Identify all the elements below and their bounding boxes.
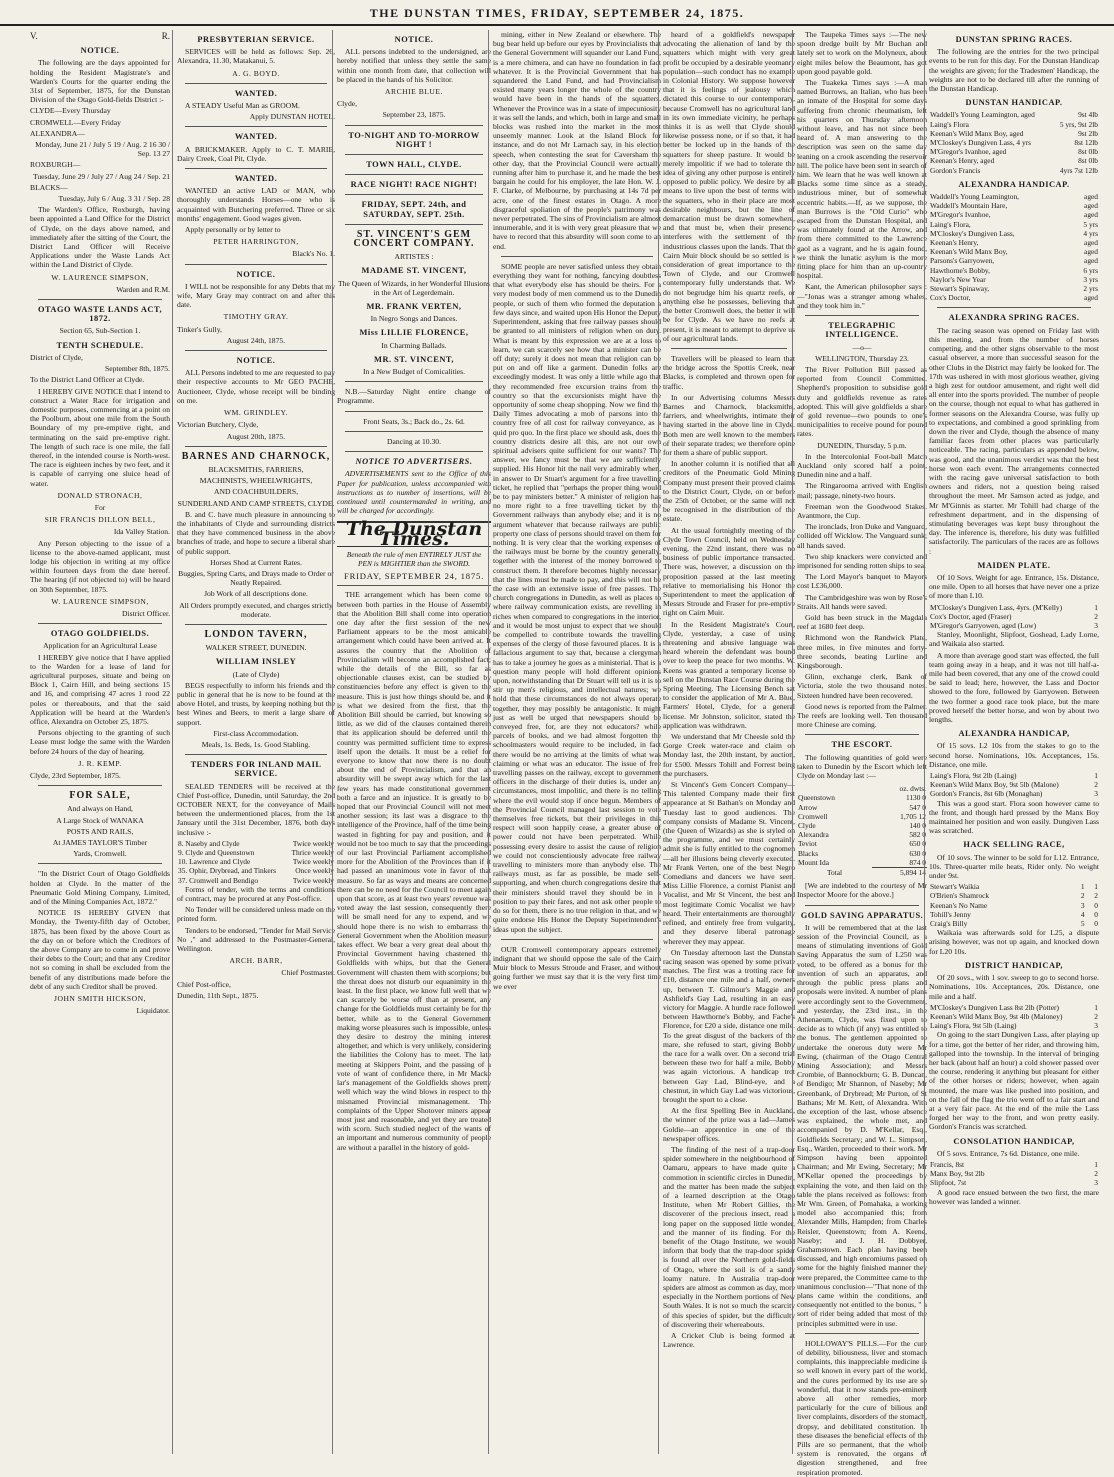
races-heading: DUNSTAN SPRING RACES. xyxy=(955,35,1073,44)
cromwell-court: CROMWELL—Every Friday xyxy=(30,117,121,127)
district-date: September 8th, 1875. xyxy=(105,364,170,374)
wanted-body: WANTED an active LAD or MAN, who thoroughly understands Horses—one who is acquainted with Butchering preferred. Three or six months' engagement. Good wages given. xyxy=(177,186,335,223)
news-item: At the first Spelling Bee in Auckland, the winner of the prize was a lad—James Goldie—an apprentice in one of the newspaper offices. xyxy=(663,1106,795,1143)
table-row: Teviot 650 0 xyxy=(798,839,926,849)
column-6 xyxy=(792,30,931,1477)
telegraphic-heading: TELEGRAPHIC INTELLIGENCE. xyxy=(825,321,899,340)
signature-title: Liquidator. xyxy=(136,1006,170,1016)
act-heading: OTAGO WASTE LANDS ACT, 1872. xyxy=(37,305,163,324)
trade-address: SUNDERLAND AND CAMP STREETS, CLYDE. xyxy=(177,498,335,508)
tender-endorse: Tenders to be endorsed, "Tender for Mail Service No ," and addressed to the Postmaster-General, Wellington. xyxy=(177,925,335,954)
alexandra-court: ALEXANDRA— xyxy=(30,128,85,138)
table-row: Arrow 547 0 xyxy=(798,802,926,812)
signature-place: Black's No. 1. xyxy=(292,249,335,259)
column-5 xyxy=(658,30,799,1454)
telegraph-item: Glinn, exchange clerk, Bank of Victoria, stole the two thousand notes. Sixteen hundred have been recovered. xyxy=(797,672,927,700)
editorial-dateline: FRIDAY, SEPTEMBER 24, 1875. xyxy=(337,572,491,586)
race-conditions: Of 5 sovs. Entrance, 7s 6d. Distance, one mile. xyxy=(937,1148,1080,1158)
signature: PETER HARRINGTON, xyxy=(213,237,299,247)
handicap-table xyxy=(929,110,1099,174)
news-item: The finding of the nest of a trap-door spider somewhere in the neighbourhood of Oamaru, appears to have made quite a commotion in scientific circles in Dunedin, and the matter has been made the subject of a learned description at the Otago Institute, when Mr Robert Gillies, the discoverer of the precious insect, read a long paper on the supposed little wonder, and the manner of its finding. For the benefit of the Otago Institute, we would inform that body that the trap-door spider is found all over the Northern gold-fields of Otago, where the soil is of a sandy loamy nature. In Australia trap-door spiders are almost as common as day, more especially in the Northern portions of New South Wales. It is not so much the scarcity of this species of spider, but the difficulty of discovering their whereabouts. xyxy=(663,1144,795,1329)
wanted-body: A STEADY Useful Man as GROOM. xyxy=(185,101,300,111)
table-row: Keenan's Wild Manx Boy, 9st 4lb (Maloney) 2 xyxy=(930,1011,1098,1021)
table-row: Stewart's Spinaway, 2 yrs xyxy=(930,284,1098,294)
table-row: Laing's Flora, 9st 2lb (Laing) 1 xyxy=(930,771,1098,781)
column-3 xyxy=(332,30,495,1454)
concert-heading: ST. VINCENT'S GEM CONCERT COMPANY. xyxy=(353,228,475,250)
table-row: 35. Ophir, Drybread, and Tinkers Once weekly xyxy=(178,866,334,876)
for-sale-line: At JAMES TAYLOR'S Timber xyxy=(52,838,148,848)
news-item: A Cricket Club is being formed at Lawrence. xyxy=(663,1331,795,1350)
signature-place: Chief Post-office, xyxy=(177,979,231,989)
news-item: On Tuesday afternoon last the Dunstan racing season was opened by some private matches. The first was a trotting race for £10, distance one mile and a half, owners up, between T. Gilmour's Maggie and Ashfield's Gay Lad, resulting in an easy victory for Maggie. A hurdle race followed between Hawthorne's Bobby, and Fache's Florence, for £20 a side, distance one mile. To the great disgust of the backers of the mare, she refused to start, giving Bobby the race for a walk over. On a second trial between these two for half a mile, Bobby was again victorious. A handicap trot between Gay Lad, Blind-eye, and a chestnut, in which Gay Lad was victorious, brought the sport to a close. xyxy=(663,947,795,1104)
masthead xyxy=(0,0,1114,26)
water-race-notice: I HEREBY GIVE NOTICE that I intend to construct a Water Race for irrigation and domestic purposes, commencing at a point on the Poolburn, about one mile from the South Boundary of my pre-emptive right, and terminating on the said pre-emptive right. The length of such race is one mile, the fall thereof, in the intended course is North-west. The race is eighteen inches by two feet, and it is capable of carrying one sluice head of water. xyxy=(30,386,170,488)
news-item: Kant, the American philosopher says :—"Jonas was a stranger among whales, and they took him in." xyxy=(797,282,927,310)
table-row: 9. Clyde and Queenstown Thrice weekly xyxy=(178,848,334,858)
telegraph-item: The Cambridgeshire was won by Rose's Straits. All hands were saved. xyxy=(797,592,927,611)
trade-line: BLACKSMITHS, FARRIERS, xyxy=(208,464,304,474)
editorial-body: OUR Cromwell contemporary appears extremely indignant that we should oppose the sale of the Cairn Muir block to Messrs Stroude and Fraser, and without going further we must say that it is the very first time we ever xyxy=(493,944,661,991)
table-row: Cox's Doctor, aged xyxy=(930,293,1098,303)
telegraph-date: DUNEDIN, Thursday, 5 p.m. xyxy=(817,440,907,450)
warden-body: The Warden's Office, Roxburgh, having been appointed a Land Office for the District of Clyde, on the days above named, and immediately after the sitting of the Court, the District Land Officer will Receive Applications under the Waste Lands Act within the Land District of Clyde. xyxy=(30,205,170,270)
signature-for: For xyxy=(94,502,106,512)
column-1 xyxy=(30,30,174,1454)
roxburgh-dates: Tuesday, June 29 / July 27 / Aug 24 / Sep. 21 xyxy=(33,171,170,181)
news-item: In our Advertising columns Messrs Barnes and Charnock, blacksmiths, farriers, and wheelwrights, intimate their having started in the above line in Clyde. Both men are well known to the members of their separate trades; we therefore opine for them a share of public support. xyxy=(663,392,795,457)
table-row: Craig's Billy 5 0 xyxy=(930,919,1098,929)
alexandra-dates: Monday, June 21 / July 5 19 / Aug. 2 16 30 / Sep. 13 27 xyxy=(35,140,170,159)
tender-no: No Tender will be considered unless made on the printed form. xyxy=(177,905,335,924)
signature: ARCHIE BLUE. xyxy=(385,87,443,97)
presbyterian-heading: PRESBYTERIAN SERVICE. xyxy=(197,35,315,44)
tavern-owner: WILLIAM INSLEY xyxy=(215,657,297,667)
separator: —o— xyxy=(852,342,872,352)
telegraph-item: In the Intercolonial Foot-ball Match Auckland only scored half a point, Dunedin nine and a half. xyxy=(797,451,927,480)
telegraph-item: The Lord Mayor's banquet to Mayors cost L£36,000. xyxy=(797,572,927,591)
results-table xyxy=(929,882,1099,928)
for-sale-line: POSTS AND RAILS, xyxy=(66,826,134,836)
table-row: M'Closkey's Dungiven Lass, 4yrs. (M'Kelly) 1 xyxy=(930,602,1098,612)
table-row: O'Brien's Shamrock 2 2 xyxy=(930,891,1098,901)
artiste-name: Miss LILLIE FLORENCE, xyxy=(359,328,469,338)
wanted-heading: WANTED. xyxy=(234,174,278,184)
race-conditions: Of 20 sovs., with 1 sov. sweep to go to second horse. Nominations, 10s. Acceptances, 20s. Distance, one mile and a half. xyxy=(929,973,1099,1001)
tender-forms: Forms of tender, with the terms and conditions of contract, may be procured at any Post-office. xyxy=(177,884,335,904)
table-row: Waddell's Young Leamington, aged xyxy=(930,192,1098,202)
presbyterian-body: SERVICES will be held as follows: Sep. 26, Alexandra, 11.30, Matakanui, 5. xyxy=(177,47,335,66)
advertisers-body: ADVERTISEMENTS sent to the Office of this Paper for publication, unless accompanied with instructions as to number of insertions, will be continued until countermanded in writing, and will be charged for accordingly. xyxy=(337,469,491,516)
table-row: oz. dwts. xyxy=(899,784,926,794)
gold-saving-body: It will be remembered that at the last session of the Provincial Council, as a means of stimulating inventions of Gold Saving Apparatus the sum of L250 was voted, to be offered as a bonus for the invention of such an apparatus, and through the public press plans and proposals were invited. A number of plans were accordingly sent to the Government, and yesterday, the 23rd inst., in the Athenaeum, Clyde, was fixed upon to decide as to which (if any) was entitled to the bonus. The gentlemen appointed to undertake the onerous duty were Mr Ewing, (chairman of the Otago Central Mining Association); and Messrs Crombie, of Bannockburn; G. B. Duncan, of Bendigo; Mr Shannon, of Naseby; Mr Greenbank, of Drybread; Mr Purton, of St Bathans; Mr M. Kett, of Alexandra. With the exception of the last, whose absence was explained, the whole met, and accompanied by D. M'Kellar, Esq., Goldfields Secretary; and W. L. Simpson, Esq., Warden, proceeded to their work. Mr Simpson having been appointed Chairman; and Mr Ewing, Secretary; Mr M'Kellar opened the proceedings by explaining the vote, and then laid on the table the plans received as follows: from Mr Wm. Green, of Pomahaka, a working model also accompanied this; from Alexander Mills, Hampden; from Charles Reisler, Queenstown; from A. Keene, Naseby; and J. H. Dobbyer, Grahamstown. Each plan having been discussed, and high encomiums passed on some for the highly finished manner they were prepared, the Committee came to the unanimous conclusion—"That none of the plans came within the conditions, and consequently not entitled to the bonus, " a sort of rider being added that most of the principles submitted were in use. xyxy=(797,922,927,1328)
race-report: This was a good start. Flora soon however came to the front, and though hard pressed by the Manx Boy maintained her position and won easily. Dungiven Lass was scratched. xyxy=(929,798,1099,836)
masthead-title: THE DUNSTAN TIMES, FRIDAY, SEPTEMBER 24, 1875. xyxy=(369,6,745,20)
concert-prices: Front Seats, 3s.; Back do., 2s. 6d. xyxy=(363,416,465,426)
signature-title: District Officer. xyxy=(122,608,170,618)
telegraph-date: WELLINGTON, Thursday 23. xyxy=(815,353,909,363)
tavern-line: First-class Accommodation. xyxy=(213,728,299,738)
news-item: Travellers will be pleased to learn that the bridge across the Spottis Creek, near Blacks, is completed and thrown open for traffic. xyxy=(663,353,795,391)
lease-body: I HEREBY give notice that I have applied to the Warden for a lease of land for agricultural purposes, situate and being on Block 1, Cairn Hill, and being sections 15 and 16, and comprising 47 acres 1 rood 22 poles or thereabouts, and that the said Application will be heard at the Warden's office, Alexandra on October 25, 1875. xyxy=(30,652,170,726)
race-heading: DISTRICT HANDICAP, xyxy=(965,960,1063,970)
wanted-apply: Apply personally or by letter to xyxy=(185,225,281,235)
wanted-heading: WANTED. xyxy=(234,88,278,98)
clyde-court: CLYDE—Every Thursday xyxy=(30,106,111,116)
signature: ARCH. BARR, xyxy=(229,956,283,966)
artiste-name: MR. ST. VINCENT, xyxy=(374,354,454,364)
trade-line: Buggies, Spring Carts, and Drays made to Order or Neatly Repaired. xyxy=(178,568,334,588)
court-notice: NOTICE IS HEREBY GIVEN that Monday, the Twenty-fifth day of October, 1875, has been fixed by the above Court as the day on or before which the Creditors of the above Company are to come in and prove their debts to the Court; and that any Creditor not so coming in shall be excluded from the benefit of any distributions made before the debt of any such Creditor shall be proved. xyxy=(30,908,170,991)
signature: A. G. BOYD. xyxy=(232,68,280,78)
table-row: Keenan's Wild Manx Boy, aged 9st 2lb xyxy=(930,128,1098,138)
artiste-name: MADAME ST. VINCENT, xyxy=(361,266,467,276)
race-heading: CONSOLATION HANDICAP, xyxy=(953,1136,1075,1146)
escort-table xyxy=(797,784,927,877)
signature-date: Dunedin, 11th Sept., 1875. xyxy=(177,990,259,1000)
table-row: Manx Boy, 9st 2lb 2 xyxy=(930,1169,1098,1179)
telegraph-item: Gold has been struck in the Magdala reef at 1680 feet deep. xyxy=(797,612,927,632)
trade-line: Job Work of all descriptions done. xyxy=(204,589,308,599)
results-table xyxy=(929,1003,1099,1031)
telegraph-item: Richmond won the Randwick Plate, three miles, in five minutes and forty-three seconds, beating Lurline and Kingsborough. xyxy=(797,633,927,670)
signature-date: August 24th, 1875. xyxy=(226,335,286,345)
table-row: Cromwell 1,705 12 xyxy=(798,811,926,821)
table-row: Naylor's New Year 3 yrs xyxy=(930,274,1098,284)
table-row: M'Gregor's Ivanhoe, aged 8st 0lb xyxy=(930,147,1098,157)
tavern-late: (Late of Clyde) xyxy=(232,669,280,679)
notice-body: ALL Persons indebted to me are requested to pay their respective accounts to Mr GEO PACHE, Auctioneer, Clyde, whose receipt will be binding on me. xyxy=(177,368,335,405)
court-matter: "In the District Court of Otago Goldfields holden at Clyde. In the matter of the Pneumatic Gold Mining Company, Limited, and of the Mining Companies Act, 1872." xyxy=(30,869,170,907)
table-row: Alexandra 582 0 xyxy=(798,830,926,840)
editorial-body: mining, either in New Zealand or elsewhere. The bug bear held up before our eyes by Provincialists that the General Government will squander our Land Fund, is a mere chimera, and can have no foundation in fact whatever. It is the Provincial Government that has squandered the Land Fund, and had Provincialism existed many years longer the whole of the country would have been in the hands of the squatters. Whenever the Province was in a state of impecuniosity it was sell the lands, and which, both in large and small blocks was rushed into the market in the most unseemly manner. Look at the Island Block for instance, and do not Mr Larnach say, in his election speech, when contesting the seat for Caversham the other day, that the Provincial Council were actually running after him to purchase it, and he made the best bargain he could for his employer, the late Hon. W. J. F. Clarke, of Melbourne, by purchasing at 14s 7d per acre, one of the finest estates in Otago. A more disgraceful spoliation of the people's patrimony was never perpetrated. The sins of Provincialism are almost innumerable, and it is with very great pleasure that we have to record that this absurdity will soon come to an end. xyxy=(493,30,661,251)
table-row: M'Closkey's Dungiven Lass, 4 yrs 8st 12lb xyxy=(930,138,1098,148)
artiste-desc: The Queen of Wizards, in her Wonderful Illusions in the Art of Legerdemain. xyxy=(338,278,490,297)
wanted-heading: WANTED. xyxy=(234,132,278,142)
entertainment-line: FRIDAY, SEPT. 24th, and SATURDAY, SEPT. 25th. xyxy=(361,200,467,219)
concert-dancing: Dancing at 10.30. xyxy=(387,436,441,446)
table-row: Total 5,894 14 xyxy=(826,867,926,878)
wanted-body: A BRICKMAKER. Apply to C. T. MARIE, Dairy Creek, Coal Pit, Clyde. xyxy=(177,144,335,163)
schedule-heading: TENTH SCHEDULE. xyxy=(56,340,144,350)
lease-heading: Application for an Agricultural Lease xyxy=(43,641,157,651)
for-sale-heading: FOR SALE, xyxy=(69,790,131,802)
news-item: We understand that Mr Cheesle sold the Gorge Creek water-race and claim on Monday last, the 20th instant, by auction, for £500. Messrs Tohill and Forrest being the purchasers. xyxy=(663,732,795,778)
to-officer: To the District Land Officer at Clyde. xyxy=(30,375,145,385)
news-item: At the usual fortnightly meeting of the Clyde Town Council, held on Wednesday evening, the 22nd instant, there was no business of public importance transacted. There was, however, a discussion on the proposition passed at the last meeting relative to memorialising his Honor the Superintendent to meet the application of Messrs Stroude and Fraser for pre-emptive right on Cairn Muir. xyxy=(663,525,795,618)
table-row: Tohill's Jenny 4 0 xyxy=(930,909,1098,919)
table-row: Keenan's Wild Manx Boy, aged xyxy=(930,247,1098,257)
table-row: M'Closkey's Dungiven Lass 8st 2lb (Potter) 1 xyxy=(930,1002,1098,1012)
signature-place: Tinker's Gully, xyxy=(177,324,222,334)
escort-heading: THE ESCORT. xyxy=(831,740,893,750)
results-table xyxy=(929,771,1099,799)
artiste-desc: In a New Budget of Comicalities. xyxy=(362,367,466,377)
newspaper-nameplate: The Dunstan Times. xyxy=(337,521,491,546)
race-heading: MAIDEN PLATE. xyxy=(977,560,1051,570)
escort-note: [We are indebted to the courtesy of Mr Inspector Moore for the above.] xyxy=(797,881,927,900)
royal-arms xyxy=(30,32,170,41)
table-row: Keenan's Henry, aged 8st 0lb xyxy=(930,156,1098,166)
signature-date: Clyde, 23rd September, 1875. xyxy=(30,771,121,781)
notice-heading: NOTICE. xyxy=(236,269,276,279)
handicap-heading: DUNSTAN HANDICAP. xyxy=(965,98,1063,108)
roxburgh-court: ROXBURGH— xyxy=(30,160,81,170)
signature: J. R. KEMP. xyxy=(78,758,122,768)
signature: DONALD STRONACH, xyxy=(57,490,143,500)
race-report: On going to the start Dungiven Lass, after playing up for a time, got the better of her rider, and throwing him, galloped into the township. In the interval of bringing her back (about half an hour) a cold shower passed over the course, rendering it anything but pleasant for either of the other horses or riders; however, when again mounted, the mare was like pushed into position, and on the fall of the flag the trio went off to a fair start and at a very fair pace. At the end of the mile the Lass forged her way to the front, and won pretty easily. Gordon's Francis was scratched. xyxy=(929,1030,1099,1132)
signature-place: Ida Valley Station. xyxy=(113,527,170,537)
news-item: St Vincent's Gem Concert Company—This talented Company made their first appearance at St Bathan's on Monday and Tuesday last to good audiences. The company consists of Madame St. Vincent, (the Queen of Wizards) as she is styled on the programme, and we must certainly admit she is fully entitled to the cognomen—all her illusions being cleverly executed. Mr Frank Verten, one of the best Negro Comedians and dancers we have seen. Miss Lillie Florence, a cornist Pianist and Vocalist, and Mr St Vincent, the best and most legitimate Comic Vocalist we have heard. Their entertainments are thoroughly refined, and entirely free from vulgarity, and they deserve liberal patronage wherever they may appear. xyxy=(663,780,795,946)
race-conditions: Of 10 Sovs. Weight for age. Entrance, 15s. Distance, one mile. Open to all horses that have never one a prize of more than L10. xyxy=(929,572,1099,601)
trade-line: All Orders promptly executed, and charges strictly moderate. xyxy=(179,600,333,619)
signature-date: August 20th, 1875. xyxy=(226,431,286,441)
notice-heading: NOTICE. xyxy=(80,46,120,56)
escort-intro: The following quantities of gold were taken to Dunedin by the Escort which left Clyde on Monday last :— xyxy=(797,752,927,781)
race-report: Waikaia was afterwards sold for L25, a dispute arising however, was not up again, and knocked down for L20 10s. xyxy=(929,928,1099,956)
race-report: A more than average good start was effected, the full team going away in a heap, and it was not till half-a-mile had been covered, that any one of the crowd could be said to lead; here, however, the Lass and Doctor showed to the fore, followed by Garryowen. Between the two former a good race took place, but the mare proved herself the better horse, and won by about two lengths. xyxy=(929,650,1099,725)
races-body: The racing season was opened on Friday last with this meeting, and from the number of horses competing, and the other signs observable to the most casual observer, a more than successful season for the other Clubs in the District may fairly be looked for. The 17th was ushered in with most glorious weather, giving a high zest for outdoor amusement, and right well did all enter into the sports provided. The number of people on the course, though not equal to what has gathered in former seasons on the Alexandra Course, was fully up to expectations, and combined a good sprinkling from down the river and Clyde, though the absence of many familiar faces from other places was particularly noticeable. The racing, particulars as appended below, was good, and the unanimous verdict was that the best horse won each event. The arrangements connected with the racing gave universal satisfaction to both owners and riders, not a question being raised throughout the meet. Mr Samson acted as judge, and Mr M'Ginnis as starter. Mr Tohill had charge of the refreshment department, and in the dispensing of stimulating beverages was kept busy throughout the day. The inference is, therefore, his duty was fulfilled satisfactorily. The particulars of the races are as follows : xyxy=(929,325,1099,556)
table-row: Blacks 630 0 xyxy=(798,848,926,858)
table-row: Hawthorne's Bobby, 6 yrs xyxy=(930,265,1098,275)
signature-place: Clyde, xyxy=(337,99,358,109)
gold-saving-heading: GOLD SAVING APPARATUS. xyxy=(800,910,924,920)
barnes-charnock-heading: BARNES AND CHARNOCK, xyxy=(181,450,331,462)
races-intro: The following are the entries for the two principal events to be run for this day. For the Dunstan Handicap the weights are given; for the Tradesmen' Handicap, the weights are not to be declared till after the running of the Dunstan Handicap. xyxy=(929,47,1099,94)
table-row: M'Gregor's Garryowen, aged (Low) 3 xyxy=(930,620,1098,630)
trade-line: Horses Shod at Current Rates. xyxy=(210,557,302,567)
notice-body: I WILL not be responsible for any Debts that my wife, Mary Gray may contract on and after this date. xyxy=(177,281,335,310)
table-row: Slipfoot, 7st 3 xyxy=(930,1178,1098,1188)
signature-title: Warden and R.M. xyxy=(116,284,170,294)
table-row: Queenstown 1130 0 xyxy=(798,793,926,803)
entertainment-line: RACE NIGHT! RACE NIGHT! xyxy=(350,180,478,190)
blacks-dates: Tuesday, July 6 / Aug. 3 31 / Sep. 28 xyxy=(58,194,170,204)
table-row: 37. Cromwell and Bendigo Twice weekly xyxy=(178,875,334,885)
entertainment-line: TOWN HALL, CLYDE. xyxy=(366,160,462,170)
results-table xyxy=(929,1160,1099,1188)
table-row: Mount Ida 874 0 xyxy=(798,857,926,867)
table-row: Laing's Flora, 5 yrs xyxy=(930,219,1098,229)
notice-body: The following are the days appointed for holding the Resident Magistrate's and Warden's Courts for the quarter ending the 31st of September, 1875, for the Dunstan Division of the Otago Gold-fields District :- xyxy=(30,58,170,105)
london-tavern-heading: LONDON TAVERN, xyxy=(204,628,308,640)
arms-right: R. xyxy=(161,31,170,41)
signature: WM. GRINDLEY. xyxy=(224,408,288,418)
news-item: The Tuakeka Times says :—A man named Burrows, an Italian, who has been an inmate of the Hospital for some days suffering from chronic rheumatism, left his quarters on Thursday afternoon without leave, and has not since been heard of. A man answering to the description was seen on the same day leaning on a crook ascending the reservoir hill. The police have been sent in search of him. We learn that he was well known at Blacks some time since as a steady, industrious miner, but of somewhat eccentric habits.—If, as we suppose, the man Burrows is the "Old Curio" who escaped from the Dunstan Hospital, and was ultimately found at the Arrow, and from there committed to the Lawrence gaol as a vagrant, and he is again found, we think the lunatic asylum is the more fitting place for him than an up-country hospital. xyxy=(797,78,927,281)
news-item: In the Resident Magistrate's Court, Clyde, yesterday, a case of using threatening and abusive language was heard wherein the defendant was bound over to keep the peace for two months. W. Keens was granted a temporary license to sell on the Dunstan Race Course during the Spring Meeting. The Licensing Bench sat to consider the application of Mr A. Blue, Farmers' Hotel, Clyde, for a general license. Mr Johnston, solicitor, stated the application was withdrawn. xyxy=(663,619,795,730)
signature-place: Victorian Butchery, Clyde, xyxy=(177,420,259,430)
blacks-court: BLACKS— xyxy=(30,182,68,192)
for-sale-line: Yards, Cromwell. xyxy=(73,849,127,859)
act-section: Section 65, Sub-Section 1. xyxy=(59,326,141,336)
for-sale-line: A Large Stock of WANAKA xyxy=(56,815,144,825)
trade-line: MACHINISTS, WHEELWRIGHTS, xyxy=(199,476,313,486)
column-7 xyxy=(924,30,1103,1454)
artiste-desc: In Charming Ballads. xyxy=(381,340,447,350)
tavern-line: Meals, 1s. Beds, 1s. Good Stabling. xyxy=(201,739,311,749)
tavern-body: BEGS respectfully to inform his friends and the public in general that he is now to be found at the above Hotel, and trusts, by keeping nothing but the best Wines and Beers, to merit a large share of support. xyxy=(177,680,335,727)
table-row: Laing's Flora, 9st 5lb (Laing) 3 xyxy=(930,1021,1098,1031)
table-row: M'Gregor's Ivanhoe, aged xyxy=(930,210,1098,220)
editorial-body: THE arrangement which has been come to between both parties in the House of Assembly that the Abolition Bill shall come into operation one day after the first session of the new Parliament appears to be the most amicable arrangement which could have been arrived at. It assures the country that the Abolition of Provincialism will become an accomplished fact; while the details of the Bill, so far as objectionable clauses exist, can be studied by constituencies before any effect is given to the measure. This is just how things should be, and it is what we desired from the first, that the Abolition Bill should be carried, but knowing so little, as we did of the clauses contained therein that its application should be deferred until the country was permitted sufficient time to express itself upon the details. It must be a relief for everyone to know that now there is no doubt about the end of Provincialism, and that an absurdity will be swept away which for the last few years has made constitutional government both a farce and an injustice. It is greatly to be hoped that our Provincial Council will not meet another session; its last was a disgrace to the intelligence of the Province, half of the time being wasted in fighting for pay and position, and it would not be too much to say that the proceedings of our last Provincial Parliament accomplished more for the Abolition of the Provinces than if it had passed an unanimous vote in favor of that measure. So far as ways and means are concerned there can be no need for the Council to meet again upon that score, as at least two years' revenue was voted away the last session, consequently there will be small need for any to expend, and we should hope there is no wish to embarrass the General Government when the Abolition measure takes effect. We bear a very great deal about the Provincial Government having chastened the Goldfields with whips, but that the General Government will chasten them with scorpions; but the threat does not disturb our equanimity in the least. In the first place, we know full well that we can scarcely be worse off than at present, any change for the Goldfields must certainly be for the better, while as to the General Government making worse pleasures such is impossible, unless they desire to destroy the mining interest altogether, and which is very unlikely, considering the liabilities the Colony has to meet. The late meeting at Skippers Point, and the passing of a vote of want of confidence there, in Mr Macke lar's management of the Goldfields shows pretty well which way the wind blows in respect to the misnamed Provincial mismanagement. The complaints of the Upper Shotover miners appear most just and reasonable, and yet they are treated with scorn. Such studied neglect of the wants of an important and numerous community of people are without a parallel in the history of gold- xyxy=(337,590,491,1152)
race-heading: ALEXANDRA HANDICAP, xyxy=(958,729,1070,739)
table-row: Gordon's Francis 4yrs 7st 12lb xyxy=(930,165,1098,175)
column-4 xyxy=(488,30,665,1454)
table-row: Laing's Flora 5 yrs, 9st 2lb xyxy=(930,119,1098,129)
telegraph-item: Good news is reported from the Palmer. The reefs are looking well. Ten thousand more Chinese are coming. xyxy=(797,701,927,730)
races-heading: ALEXANDRA SPRING RACES. xyxy=(948,313,1080,323)
handicap-table xyxy=(929,192,1099,302)
news-item: In another column it is notified that all creditors of the Pneumatic Gold Mining Company must present their proved claims to the District Court, Clyde, on or before the 25th of October, or the same will not be recognised in the distribution of the estate. xyxy=(663,459,795,524)
editorial-body: heard of a goldfield's newspaper advocating the alienation of land by the squatters which might with very great profit be occupied by a desirable yeomanry population—such conduct has no example in Colonial History. We suppose however that it is feelings of jealousy which dictated this course to our contemporary, because Cromwell has no agricultural land in its own immediate vicinity, he perhaps thinks it is as well that Clyde should likewise possess none, or if so that, it had better be locked up in the hands of the squatters for sheep pasture. It would be merely impolitic if we had to tolerate the idea of giving any other purpose is entirely opposed to public policy. We desire by all means to live upon the best of terms with the squatters, who in their place are most desirable neighbours, but the line of demarcation must be drawn somewhere, and that must be, when their presence interferes with the settlement of the industrious classes upon the lands. That the Cairn Muir block should be so settled is a consideration of great importance to the Town of Clyde, and our Cromwell contemporary fully understands that. We do not begrudge him his quartz reefs, or anything else he possesses, believing that the better Cromwell does, the better it will be for Clyde. As we have no reefs at present, it is meant to attempt to deprive us of our agricultural lands. xyxy=(663,30,795,343)
race-heading: HACK SELLING RACE, xyxy=(963,840,1065,850)
table-row: Parsons's Garryowen, aged xyxy=(930,256,1098,266)
artiste-name: MR. FRANK VERTEN, xyxy=(366,302,462,312)
signature: SIR FRANCIS DILLON BELL, xyxy=(44,515,156,525)
telegraph-item: Freeman won the Goodwood Stakes. Avantmore, the Cup. xyxy=(797,501,927,520)
table-row: 10. Lawrence and Clyde Twice weekly xyxy=(178,857,334,867)
editorial-body: SOME people are never satisfied unless they obtain everything they want for nothing, fancying doubtless that what everybody else has should be theirs. For a very modest body of men commend us to the Dunedin people, or such of them who formed the deputation a few days since, and waited upon His Honor the Deputy Superintendent, asking that free railway passes should be granted to all ministers of religion when on duty. What is meant by this expression we are at a loss to learn, we can scarcely see how that a minister can be off duty; surely it does not mean that religion can be put on and off like a garment. Dunedin folks are exceedingly modest. It was only a little while ago that they recommended free excursion trains from the country so that the excursionists might have the opportunity of some cheap shopping. Now we find the Daily Times advocating a mob of parsons into the country free of all cost for railway conveyance, as a quid pro quo. In the first place we should ask, does the country districts desire all this, are not our own spiritual advisers quite sufficient for our wants? The answer, we fancy must be that we are sufficiently supplied. His Honor hit the nail very admirably when, in answer to Dr Stuart's argument for a free travelling ticket, he replied that "perhaps the proper thing would be to pay ministers better." A minister of religion has no more right to a free travelling ticket by the Government railways than anybody else; and it is no argument whatever that because railways are public property one class of persons should travel on them for nothing. It is very clear that the working expenses of the railways must be borne by the country generally, together with the interest of the money borrowed to construct them. It therefore becomes highly necessary that the lines must be made to pay, and this will not be the case with an extensive issue of free passes. The church congregations in Dunedin, as well as places to where railway communication exists, are revelling in riches when compared to congregations in the interior, and it would be most unjust to expect that we should be compelled to contribute towards the travelling expenses of the clergy of those favoured places. It is a fallacious argument to say that, because a clergyman has to take a journey he goes as a ministerial. That is a question many people will hold different opinions upon, notwithstanding that Dr Stuart will tell us it is to stir up men's religious, and intellectual natures; we hold that these circumstances do not always operate together, they may possibly be antagonistic. It might just as well be urged that newspapers should be conveyed free, for, are they not educators? while parcels of books, and we had almost forgotten the schoolmasters would require to be included, in fact there would be no arriving at the limits of what was claiming or what was an educator. The issue of free travelling passes on the railway, except to government officers in the discharge of their duties is, under any circumstances, most impolitic, and there is no telling where the evil would stop if once begun. Members of the Provincial Council managed last session to vote themselves free tickets, but their privileges in this respect will soon happily cease, a greater abuse of power could not have been perpetrated. While possessing every desire to assist the cause of religion we could not conscientiously advocate free railway travelling to ministers more than anybody else. The railways must, as far as possible, be made self-supporting, and when church congregations desire that their ministers should travel they should be in a position to pay their fares, and not ask other people to do so for them, there is no true religion in that, and we quite endorse His Honor the Deputy Superintendent's ideas upon the subject. xyxy=(493,261,661,934)
signature-title: Chief Postmaster. xyxy=(281,968,335,978)
tavern-address: WALKER STREET, DUNEDIN. xyxy=(205,643,307,653)
results-table xyxy=(929,603,1099,631)
table-row: Keenan's No Name 3 0 xyxy=(930,900,1098,910)
notice-heading: NOTICE. xyxy=(394,35,434,44)
table-row: Keenan's Wild Manx Boy, 9st 5lb (Malone) 2 xyxy=(930,780,1098,790)
telegraph-item: The Ringarooma arrived with English mail; passage, ninety-two hours. xyxy=(797,481,927,500)
signature: JOHN SMITH HICKSON, xyxy=(54,994,146,1004)
signature: W. LAURENCE SIMPSON, xyxy=(51,596,149,606)
wanted-apply: Apply DUNSTAN HOTEL. xyxy=(249,112,335,122)
table-row: Francis, 8st 1 xyxy=(930,1159,1098,1169)
entertainment-line: TO-NIGHT AND TO-MORROW NIGHT ! xyxy=(348,130,480,149)
table-row: Cox's Doctor, aged (Fraser) 2 xyxy=(930,611,1098,621)
artiste-desc: In Negro Songs and Dances. xyxy=(370,314,458,324)
concert-nb: N.B.—Saturday Night entire change of Programme. xyxy=(337,387,491,406)
lease-objection: Persons objecting to the granting of such Lease must lodge the same with the Warden before 24 hours of the day of hearing. xyxy=(30,728,170,756)
race-conditions: Of 10 sovs. The winner to be sold for L12. Entrance, 10s. Three-quarter mile heats, Rider only. No weight under 9st. xyxy=(929,852,1099,881)
race-also: Stanley, Moonlight, Slipfoot, Goshead, Lady Lorne, and Waikaia also started. xyxy=(929,630,1099,649)
holloway-advert: HOLLOWAY'S PILLS.—For the cure of debility, biliousness, liver and stomach complaints, this inappreciable medicine is so well known in every part of the world, and the cures performed by its use are so wonderful, that it now stands pre-eminent above all other remedies, more particularly for the cure of bilious and liver complaints, disorders of the stomach, dropsy, and debilitated constitution. In these diseases the beneficial effects of the Pills are so permanent, that the whole system is renovated, the organs of digestion strengthened, and free respiration promoted. xyxy=(797,1338,927,1477)
tender-body: SEALED TENDERS will be received at the Chief Post-office, Dunedin, until Saturday, the 2nd OCTOBER NEXT, for the conveyance of Mails between the undermentioned places, from the 1st January until the 31st December, 1876, both days inclusive :- xyxy=(177,781,335,837)
signature-date: September 23, 1875. xyxy=(382,110,446,120)
telegraph-item: The ironclads, Iron Duke and Vanguard, collided off Wicklow. The Vanguard sunk; all hands saved. xyxy=(797,522,927,550)
goldfields-heading: OTAGO GOLDFIELDS. xyxy=(50,629,150,639)
news-item: The Taupeka Times says :—The new spoon dredge built by Mr Buchan and lately set to work on the Molyneux, about eight miles below the Beaumont, has got upon good payable gold. xyxy=(797,30,927,76)
telegraph-item: The River Pollution Bill passed as reported from Council Committee. Shepherd's proposition to subsidise gold duty and goldfields revenue as rates adopted. This will give goldfields a share of gold revenue—two pounds to one's municipalities to receive pound for pound rates. xyxy=(797,364,927,439)
notice-body: ALL persons indebted to the undersigned, are hereby notified that unless they settle the same within one month from date, that collection will be placed in the hands of his Solicitor. xyxy=(337,47,491,84)
arms-left: V. xyxy=(30,31,38,41)
table-row: Stewart's Waikia 1 1 xyxy=(930,882,1098,892)
artistes-heading: ARTISTES : xyxy=(394,252,434,262)
for-sale-line: And always on Hand, xyxy=(67,804,133,814)
table-row: Waddell's Young Leamington, aged 9st 4lb xyxy=(930,110,1098,120)
trade-body: B. and C. have much pleasure in announcing to the inhabitants of Clyde and surrounding districts that they have commenced business in the above branches of trade, and hope to secure a liberal share of public support. xyxy=(177,509,335,556)
table-row: M'Closkey's Dungiven Lass, 4 yrs xyxy=(930,228,1098,238)
race-report: A good race ensued between the two first, the mare however was landed a winner. xyxy=(929,1187,1099,1206)
objection-body: Any Person objecting to the issue of a license to the above-named applicant, must lodge his objection in writing at my office within fourteen days from the date hereof. The hearing (if not objected to) will be heard on 30th September, 1875. xyxy=(30,538,170,594)
column-2 xyxy=(172,30,339,1454)
table-row: Waddell's Mountain Hare, aged xyxy=(930,201,1098,211)
trade-line: AND COACHBUILDERS, xyxy=(214,487,298,497)
race-conditions: Of 15 sovs. L2 10s from the stakes to go to the second horse. Nominations, 10s. Acceptances, 15s. Distance, one mile. xyxy=(929,741,1099,769)
table-row: Gordon's Francis, 8st 6lb (Monaghan) 3 xyxy=(930,789,1098,799)
advertisers-heading: NOTICE TO ADVERTISERS. xyxy=(355,457,473,467)
table-row: Clyde 140 0 xyxy=(798,821,926,831)
district: District of Clyde, xyxy=(30,352,83,362)
table-row: Keenan's Henry, aged xyxy=(930,238,1098,248)
tender-heading: TENDERS FOR INLAND MAIL SERVICE. xyxy=(190,760,322,779)
telegraph-item: Two ship knackers were convicted and imprisoned for sending rotten ships to sea. xyxy=(797,551,927,570)
table-row: 8. Naseby and Clyde Twice weekly xyxy=(178,838,334,848)
signature: W. LAURENCE SIMPSON, xyxy=(51,272,149,282)
newspaper-motto: Beneath the rule of men ENTIRELY JUST the PEN is MIGHTIER than the SWORD. xyxy=(346,549,482,568)
notice-heading: NOTICE. xyxy=(236,356,276,366)
handicap-heading: ALEXANDRA HANDICAP. xyxy=(958,179,1070,189)
signature: TIMOTHY GRAY. xyxy=(223,312,289,322)
mail-routes-table xyxy=(177,839,335,885)
